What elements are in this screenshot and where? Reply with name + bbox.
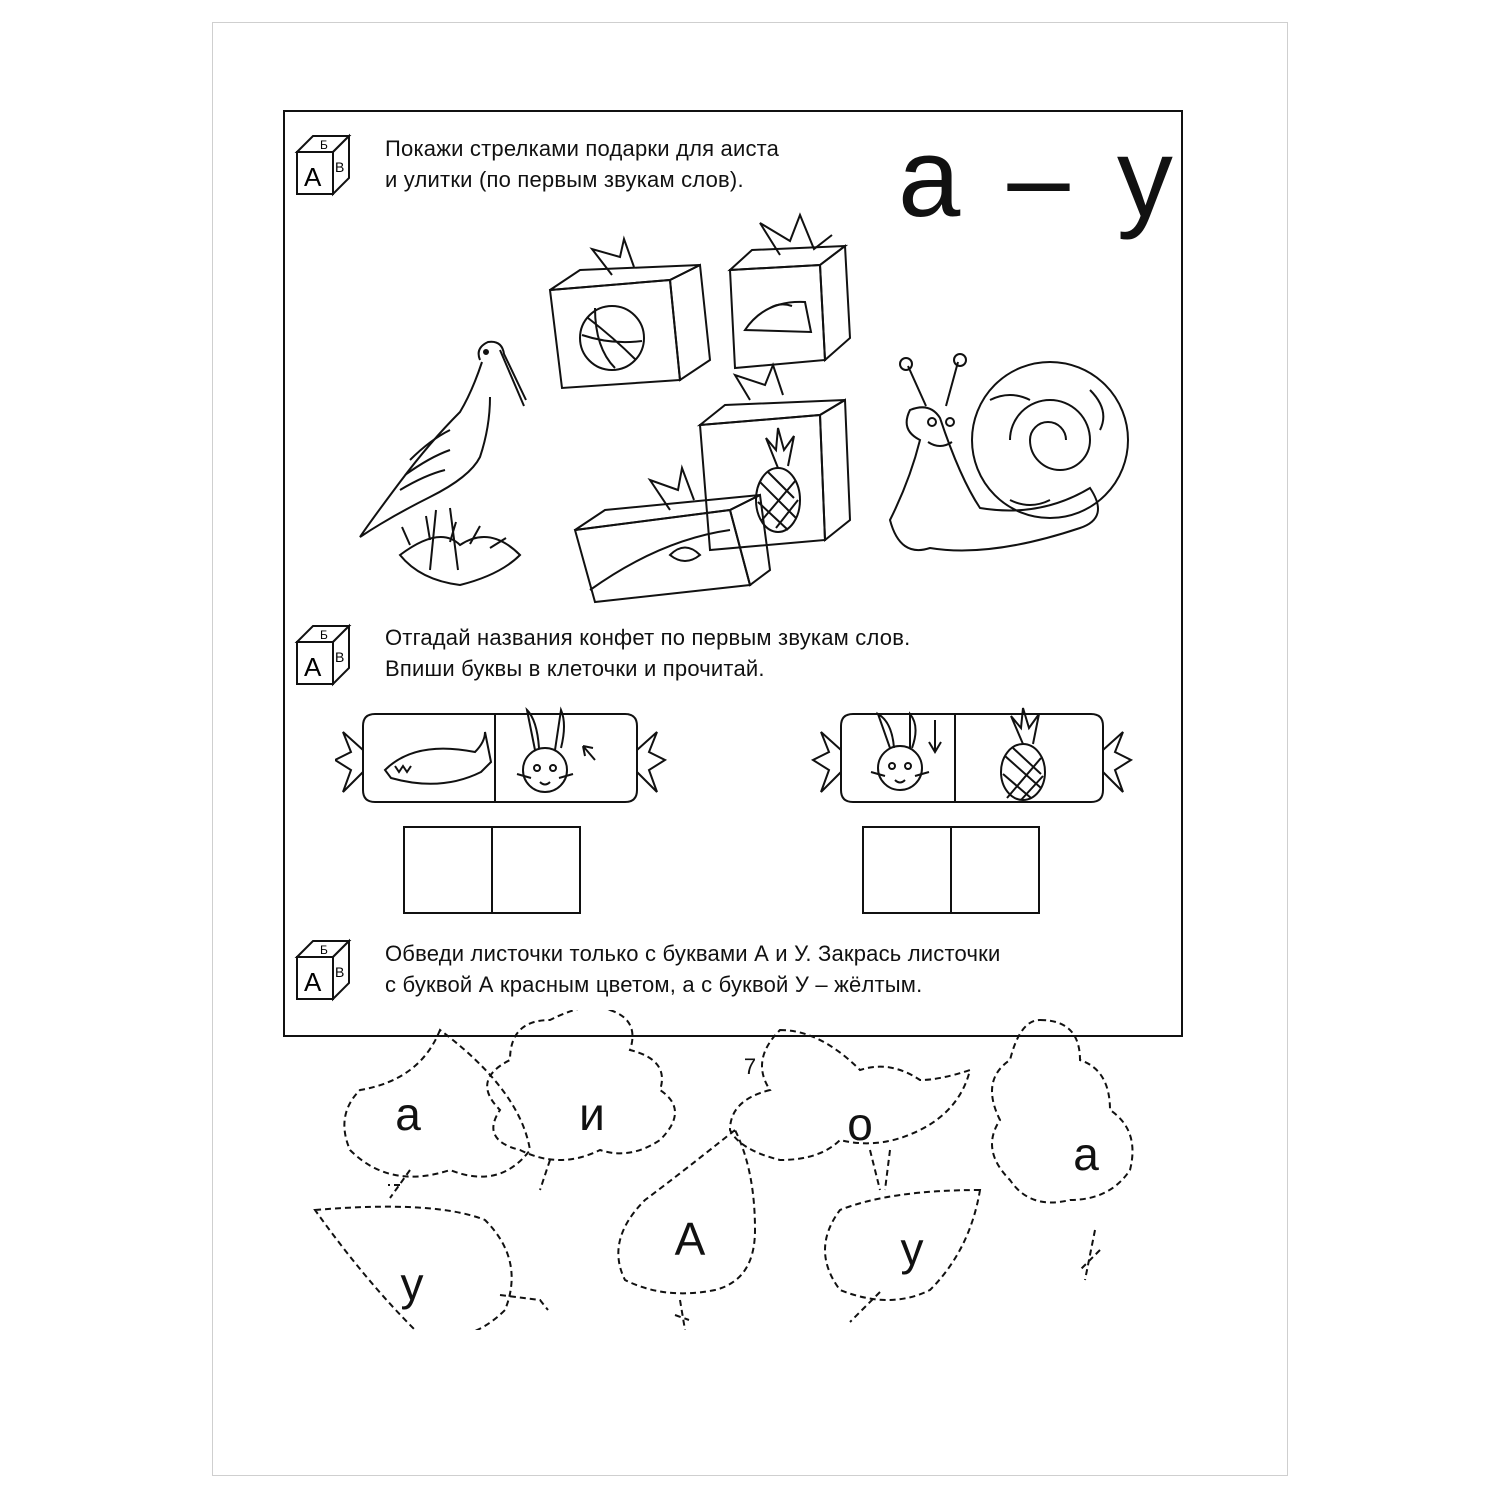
task1-line2: и улитки (по первым звукам слов). xyxy=(385,167,744,192)
gift-rod-icon xyxy=(575,468,770,602)
pineapple-icon xyxy=(1001,708,1045,800)
candy-2-icon xyxy=(805,700,1145,810)
leaf-letter: а xyxy=(1073,1128,1099,1180)
task1-line1: Покажи стрелками подарки для аиста xyxy=(385,136,780,161)
cube-side-letter: В xyxy=(335,649,345,665)
task3-line2: с буквой А красным цветом, а с буквой У – жёлтым. xyxy=(385,972,923,997)
leaf-letter: у xyxy=(400,1258,424,1310)
cube-front-letter: А xyxy=(304,652,322,682)
gift-ball-icon xyxy=(550,239,710,388)
abc-cube-icon xyxy=(293,130,353,200)
leaf-letter: а xyxy=(395,1088,421,1140)
abc-cube-icon xyxy=(293,935,353,1005)
leaf-icon xyxy=(618,1130,755,1330)
arrow-icon xyxy=(583,746,595,760)
cube-side-letter: В xyxy=(335,159,345,175)
answer-cell-2b[interactable] xyxy=(950,826,1040,914)
gift-iron-icon xyxy=(730,215,850,368)
leaf-icon xyxy=(825,1190,980,1322)
leaf-letter: у xyxy=(900,1223,924,1275)
fish-icon xyxy=(385,732,491,784)
leaf-icon xyxy=(315,1207,548,1330)
task2-instruction xyxy=(385,622,910,684)
candy-1-icon xyxy=(335,700,675,810)
answer-cell-2a[interactable] xyxy=(862,826,952,914)
cube-top-letter: Б xyxy=(320,628,328,642)
abc-cube-icon xyxy=(293,620,353,690)
page-number: 7 xyxy=(743,1054,757,1079)
gifts-illustration xyxy=(350,210,1130,610)
cube-side-letter: В xyxy=(335,964,345,980)
task3-line1: Обведи листочки только с буквами А и У. Закрась листочки xyxy=(385,941,1001,966)
snail-icon xyxy=(890,354,1128,551)
answer-cell-1b[interactable] xyxy=(491,826,581,914)
answer-cell-1a[interactable] xyxy=(403,826,493,914)
leaf-icon xyxy=(487,1010,675,1190)
task2-line2: Впиши буквы в клеточки и прочитай. xyxy=(385,656,765,681)
leaf-letter: А xyxy=(674,1213,706,1265)
rabbit-icon xyxy=(871,714,929,790)
gift-pineapple-icon xyxy=(700,365,850,550)
task3-instruction xyxy=(385,938,1000,1000)
cube-front-letter: А xyxy=(304,162,322,192)
stork-icon xyxy=(360,342,526,585)
cube-top-letter: Б xyxy=(320,138,328,152)
task2-line1: Отгадай названия конфет по первым звукам слов. xyxy=(385,625,911,650)
rabbit-icon xyxy=(517,710,573,792)
cube-top-letter: Б xyxy=(320,943,328,957)
heading-letters: а – у xyxy=(898,115,1181,240)
cube-front-letter: А xyxy=(304,967,322,997)
task1-instruction xyxy=(385,133,779,195)
leaf-letter: о xyxy=(847,1098,873,1150)
leaf-letter: и xyxy=(579,1088,605,1140)
arrow-icon xyxy=(929,720,941,752)
